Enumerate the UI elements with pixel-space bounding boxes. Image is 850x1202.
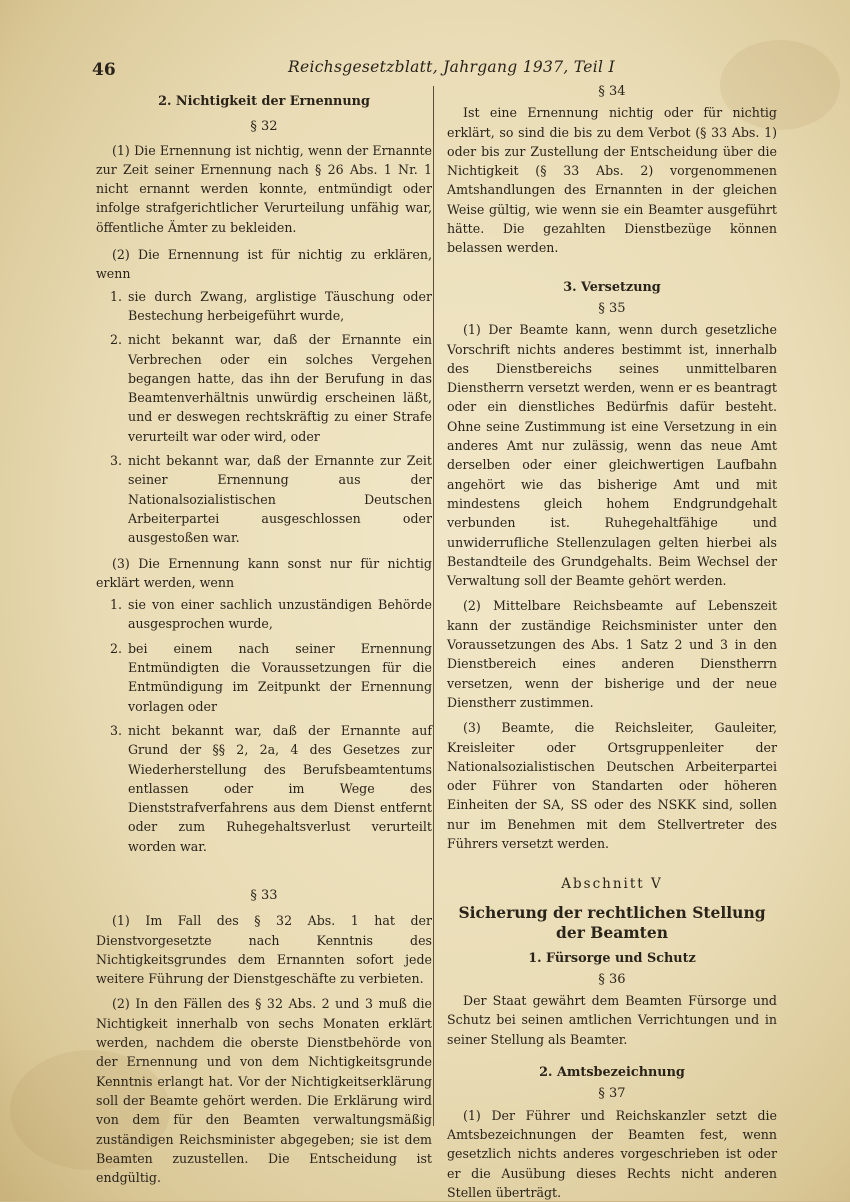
s35-paragraph-3: (3) Beamte, die Reichsleiter, Gauleiter, Kreisleiter oder Ortsgruppenleiter der Nationalsozialistischen Deutschen Arbeiterpartei oder Führer von Standarten oder höheren Einheiten der SA, SS oder des NSKK sind, sollen nur im Benehmen mit dem Stellvertreter des Führers versetzt werden. (447, 720, 777, 851)
section-label-35: § 35 (598, 300, 626, 316)
section-title-line-2: der Beamten (556, 922, 668, 942)
list-item: 2. bei einem nach seiner Ernennung Entmündigten die Voraussetzungen für die Entmündigung im Zeitpunkt der Ernennung vorlagen oder (109, 640, 432, 714)
list-item: 2. nicht bekannt war, daß der Ernannte ein Verbrechen oder ein solches Vergehen begangen hatte, das ihn der Berufung in das Beamtenverhältnis unwürdig erscheinen läßt, und er deswegen rechtskräftig zu einer Strafe verurteilt war oder wird, oder (109, 332, 432, 444)
section-label-32: § 32 (250, 119, 278, 135)
s32-list-3 (96, 595, 432, 856)
right-column (447, 84, 777, 1202)
heading-nichtigkeit: 2. Nichtigkeit der Ernennung (158, 94, 370, 109)
s35-paragraph-1: (1) Der Beamte kann, wenn durch gesetzliche Vorschrift nichts anderes bestimmt ist, innerhalb des Dienstbereichs seines unmittelbaren Dienstherrn versetzt werden, wenn er es beantragt oder ein dienstliches Bedürfnis dafür besteht. Ohne seine Zustimmung ist eine Versetzung in ein anderes Amt nur zulässig, wenn das neue Amt derselben oder einer gleichwertigen Laufbahn angehört wie das bisherige Amt und mit mindestens gleich hohem Endgrundgehalt verbunden ist. Ruhegehaltfähige und unwiderrufliche Stellenzulagen gelten hierbei als Bestandteile des Grundgehalts. Beim Wechsel der Verwaltung soll der Beamte gehört werden. (447, 322, 777, 589)
heading-fuersorge: 1. Fürsorge und Schutz (528, 950, 696, 966)
s33-paragraph-2: (2) In den Fällen des § 32 Abs. 2 und 3 muß die Nichtigkeit innerhalb von sechs Monaten erklärt werden, nachdem die oberste Dienstbehörde von der Ernennung und von dem Nichtigkeitsgrunde Kenntnis erlangt hat. Vor der Nichtigkeitserklärung soll der Beamte gehört werden. Die Erklärung wird von dem für den Beamten verwaltungsmäßig zuständigen Reichsminister abgegeben; sie ist dem Beamten zuzustellen. Die Entscheidung ist endgültig. (96, 996, 432, 1186)
list-item: 1. sie von einer sachlich unzuständigen Behörde ausgesprochen wurde, (109, 597, 432, 632)
section-label-34: § 34 (598, 84, 626, 99)
section-label-36: § 36 (598, 971, 626, 987)
s32-paragraph-1: (1) Die Ernennung ist nichtig, wenn der Ernannte zur Zeit seiner Ernennung nach § 26 Abs. 1 Nr. 1 nicht ernannt werden konnte, entmündigt oder infolge strafgerichtlicher Verurteilung unfähig war, öffentliche Ämter zu bekleiden. (96, 142, 432, 235)
heading-versetzung: 3. Versetzung (563, 279, 661, 295)
column-divider (433, 86, 434, 1126)
s37-paragraph-1: (1) Der Führer und Reichskanzler setzt die Amtsbezeichnungen der Beamten fest, wenn gesetzlich nichts anderes vorgeschrieben ist oder er die Ausübung dieses Rechts nicht anderen Stellen überträgt. (447, 1107, 777, 1200)
s32-paragraph-3: (3) Die Ernennung kann sonst nur für nichtig erklärt werden, wenn (96, 555, 432, 590)
section-label-37: § 37 (598, 1086, 626, 1102)
running-title: Reichsgesetzblatt, Jahrgang 1937, Teil I (288, 58, 615, 76)
page-number: 46 (92, 60, 116, 80)
s36-paragraph-1: Der Staat gewährt dem Beamten Fürsorge und Schutz bei seinen amtlichen Verrichtungen und in seiner Stellung als Beamter. (447, 993, 777, 1047)
list-item: 3. nicht bekannt war, daß der Ernannte auf Grund der §§ 2, 2a, 4 des Gesetzes zur Wiederherstellung des Berufsbeamtentums entlassen oder im Wege des Dienststrafverfahrens aus dem Dienst entfernt oder zum Ruhegehaltsverlust verurteilt worden war. (109, 722, 432, 854)
page-header (92, 58, 782, 82)
heading-amtsbezeichnung: 2. Amtsbezeichnung (539, 1065, 685, 1081)
list-item: 1. sie durch Zwang, arglistige Täuschung oder Bestechung herbeigeführt wurde, (109, 288, 432, 323)
s33-paragraph-1: (1) Im Fall des § 32 Abs. 1 hat der Dienstvorgesetzte nach Kenntnis des Nichtigkeitsgrundes dem Ernannten sofort jede weitere Führung der Dienstgeschäfte zu verbieten. (96, 913, 432, 987)
list-item: 3. nicht bekannt war, daß der Ernannte zur Zeit seiner Ernennung aus der Nationalsozialistischen Deutschen Arbeiterpartei ausgeschlossen oder ausgestoßen war. (109, 453, 432, 546)
s32-list-2 (96, 287, 432, 548)
left-column (96, 88, 432, 1187)
s35-paragraph-2: (2) Mittelbare Reichsbeamte auf Lebenszeit kann der zuständige Reichsminister unter den Voraussetzungen des Abs. 1 Satz 2 und 3 in den Dienstbereich eines anderen Dienstherrn versetzen, wenn der bisherige und der neue Dienstherr zustimmen. (447, 598, 777, 710)
section-heading-abschnitt: Abschnitt V (561, 876, 663, 893)
s34-paragraph-1: Ist eine Ernennung nichtig oder für nichtig erklärt, so sind die bis zu dem Verbot (§ 33 Abs. 1) oder bis zur Zustellung der Entscheidung über die Nichtigkeit (§ 33 Abs. 2) vorgenommenen Amtshandlungen des Ernannten in der gleichen Weise gültig, wie wenn sie ein Beamter ausgeführt hätte. Die gezahlten Dienstbezüge können belassen werden. (447, 105, 777, 256)
s32-paragraph-2: (2) Die Ernennung ist für nichtig zu erklären, wenn (96, 247, 432, 282)
section-title-line-1: Sicherung der rechtlichen Stellung (458, 902, 766, 922)
section-label-33: § 33 (250, 887, 278, 903)
